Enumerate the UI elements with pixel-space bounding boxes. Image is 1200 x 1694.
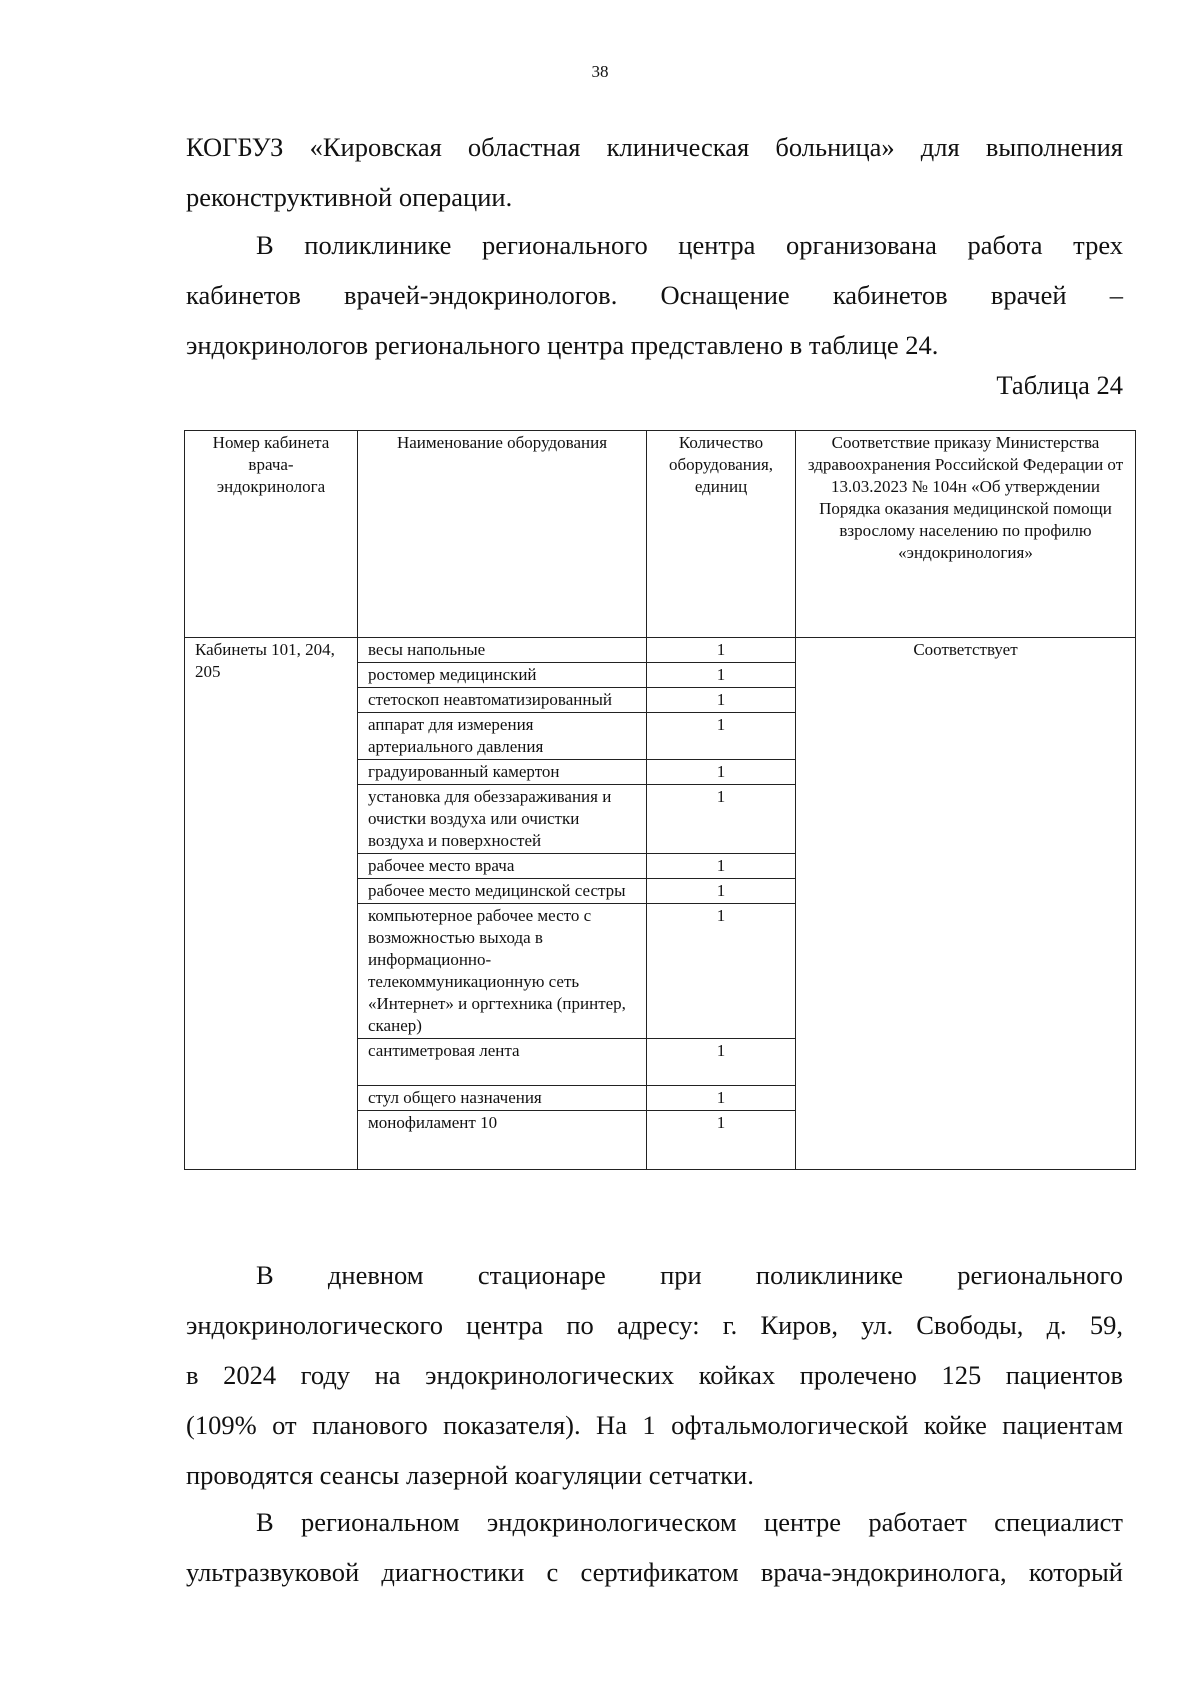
equipment-name-cell: монофиламент 10 [358, 1111, 647, 1170]
page-number: 38 [591, 62, 609, 81]
paragraph-1-line: КОГБУЗ «Кировская областная клиническая больница» для выполнения [186, 132, 1123, 162]
paragraph-1 [186, 122, 1123, 222]
table-header-row [185, 431, 1136, 638]
quantity-cell: 1 [647, 760, 796, 785]
equipment-table [184, 430, 1136, 1170]
quantity-cell: 1 [647, 638, 796, 663]
quantity-cell: 1 [647, 854, 796, 879]
quantity-cell: 1 [647, 713, 796, 760]
equipment-name-cell: ростомер медицинский [358, 663, 647, 688]
paragraph-2-line: В поликлинике регионального центра организована работа трех [256, 230, 1123, 260]
quantity-cell: 1 [647, 1086, 796, 1111]
equipment-name-cell: установка для обеззараживания и очистки воздуха или очистки воздуха и поверхностей [358, 785, 647, 854]
quantity-cell: 1 [647, 1111, 796, 1170]
equipment-name-cell: градуированный камертон [358, 760, 647, 785]
quantity-cell: 1 [647, 688, 796, 713]
paragraph-3-line: проводятся сеансы лазерной коагуляции сетчатки. [186, 1460, 754, 1490]
paragraph-4-line: В региональном эндокринологическом центре работает специалист [256, 1507, 1123, 1537]
quantity-cell: 1 [647, 904, 796, 1039]
paragraph-3-line: в 2024 году на эндокринологических койках пролечено 125 пациентов [186, 1360, 1123, 1390]
equipment-name-cell: рабочее место врача [358, 854, 647, 879]
paragraph-4 [186, 1497, 1123, 1597]
table-caption: Таблица 24 [996, 370, 1123, 400]
quantity-cell: 1 [647, 663, 796, 688]
table-row [185, 638, 1136, 663]
paragraph-2 [186, 220, 1123, 370]
header-room: Номер кабинета врача-эндокринолога [185, 431, 358, 638]
paragraph-2-line: кабинетов врачей-эндокринологов. Оснащение кабинетов врачей – [186, 280, 1123, 310]
equipment-name-cell: аппарат для измерения артериального давления [358, 713, 647, 760]
compliance-cell: Соответствует [796, 638, 1136, 1170]
paragraph-3 [186, 1250, 1123, 1500]
quantity-cell: 1 [647, 879, 796, 904]
paragraph-4-line: ультразвуковой диагностики с сертификатом врача-эндокринолога, который [186, 1557, 1123, 1587]
quantity-cell: 1 [647, 785, 796, 854]
header-equipment-name: Наименование оборудования [358, 431, 647, 638]
equipment-name-cell: стетоскоп неавтоматизированный [358, 688, 647, 713]
equipment-name-cell: сантиметровая лента [358, 1039, 647, 1086]
equipment-name-cell: весы напольные [358, 638, 647, 663]
paragraph-1-line: реконструктивной операции. [186, 182, 513, 212]
equipment-name-cell: компьютерное рабочее место с возможностью выхода в информационно-телекоммуникационную сеть «Интернет» и оргтехника (принтер, сканер) [358, 904, 647, 1039]
equipment-name-cell: рабочее место медицинской сестры [358, 879, 647, 904]
quantity-cell: 1 [647, 1039, 796, 1086]
paragraph-3-line: В дневном стационаре при поликлинике регионального [256, 1260, 1123, 1290]
paragraph-3-line: (109% от планового показателя). На 1 офтальмологической койке пациентам [186, 1410, 1123, 1440]
header-quantity: Количество оборудования, единиц [647, 431, 796, 638]
paragraph-2-line: эндокринологов регионального центра представлено в таблице 24. [186, 330, 939, 360]
header-compliance: Соответствие приказу Министерства здравоохранения Российской Федерации от 13.03.2023 № 104н «Об утверждении Порядка оказания медицинской помощи взрослому населению по профилю «эндокринология» [796, 431, 1136, 638]
room-cell: Кабинеты 101, 204, 205 [185, 638, 358, 1170]
equipment-name-cell: стул общего назначения [358, 1086, 647, 1111]
paragraph-3-line: эндокринологического центра по адресу: г. Киров, ул. Свободы, д. 59, [186, 1310, 1123, 1340]
